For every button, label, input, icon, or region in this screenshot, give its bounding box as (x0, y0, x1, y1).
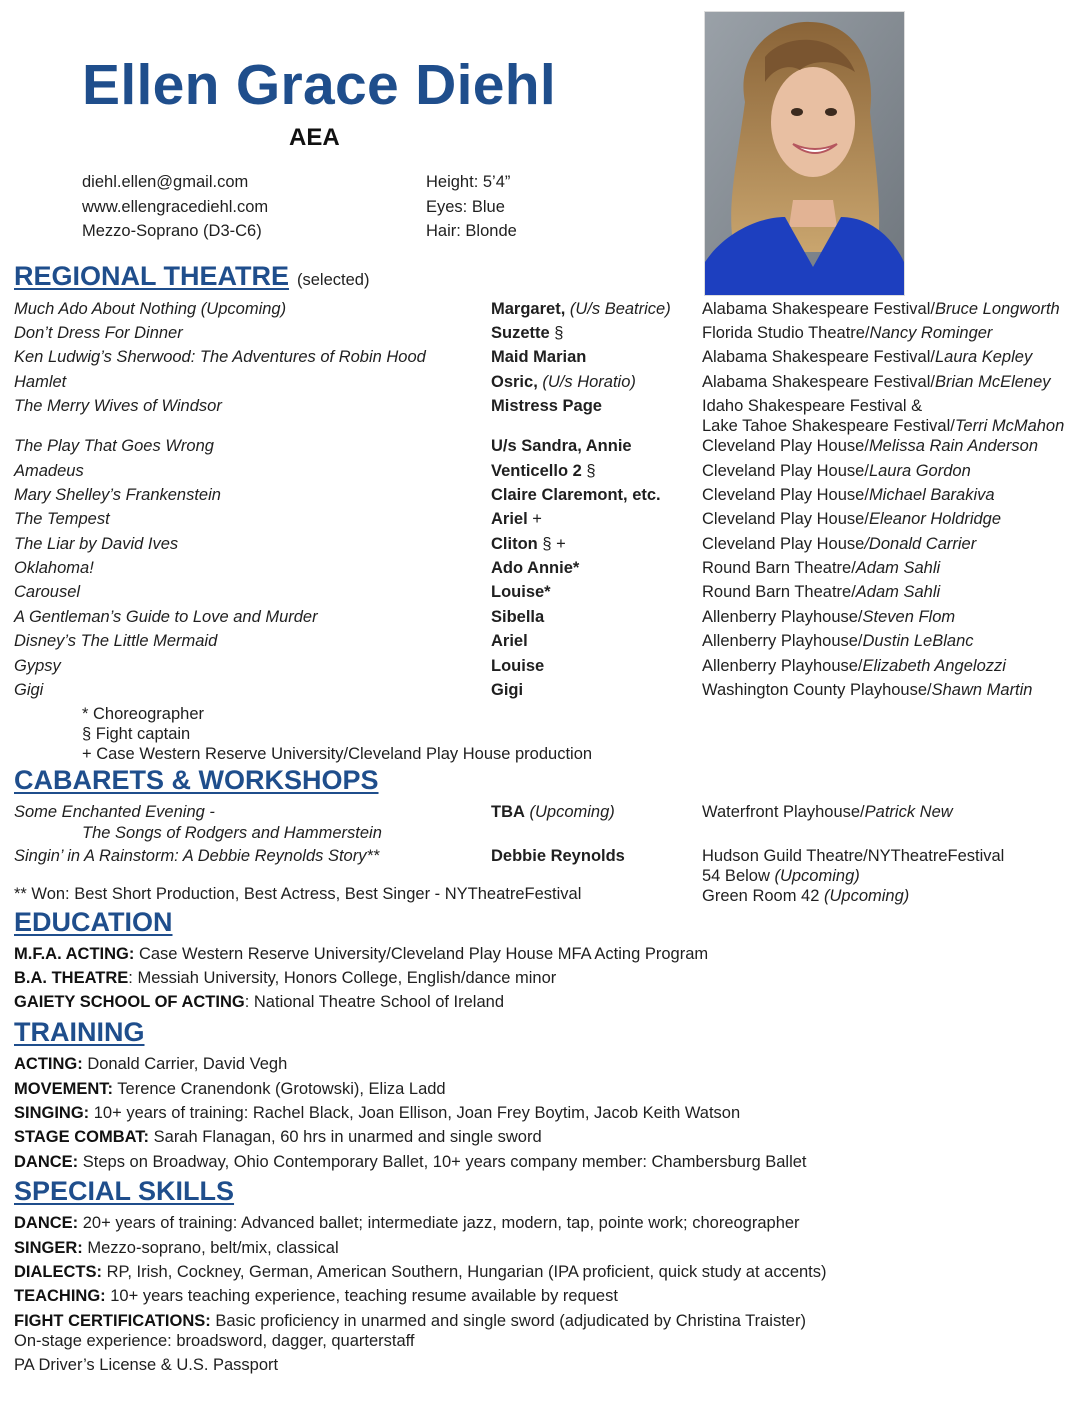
voice-type: Mezzo-Soprano (D3-C6) (82, 222, 262, 240)
credit-row (14, 605, 1084, 629)
credit-row (14, 459, 1084, 483)
role-name: Venticello 2 (491, 462, 582, 480)
skill-extra: On-stage experience: broadsword, dagger, quarterstaff (14, 1332, 415, 1350)
venue (702, 370, 1051, 394)
role-name: Ariel (491, 632, 528, 650)
venue (702, 605, 955, 629)
venue (702, 483, 995, 507)
venue-name: Lake Tahoe Shakespeare Festival/ (702, 417, 955, 435)
show-title: Amadeus (14, 462, 84, 480)
venue-name: Cleveland Play House/ (702, 437, 869, 455)
credit-row (14, 297, 1084, 321)
credit-row (14, 345, 1084, 369)
role: TBA (Upcoming) (491, 803, 615, 821)
training-item: DANCE: Steps on Broadway, Ohio Contemporary Ballet, 10+ years company member: Chambersburg Ballet (14, 1153, 807, 1171)
role-name: Margaret, (491, 300, 566, 318)
director: Adam Sahli (855, 559, 941, 577)
venue-name: Alabama Shakespeare Festival/ (702, 373, 935, 391)
role-name: Sibella (491, 608, 545, 626)
director: /Donald Carrier (864, 535, 977, 553)
education-item: GAIETY SCHOOL OF ACTING: National Theatre School of Ireland (14, 993, 504, 1011)
venue (702, 556, 940, 580)
role (491, 507, 542, 531)
credit-row (14, 394, 1084, 435)
show-title: Singin’ in A Rainstorm: A Debbie Reynolds Story** (14, 847, 380, 865)
role-symbol: § + (537, 535, 566, 553)
venue-name: Round Barn Theatre/ (702, 583, 856, 601)
union-affiliation: AEA (289, 124, 340, 151)
skill-item: FIGHT CERTIFICATIONS: Basic proficiency in unarmed and single sword (adjudicated by Christina Traister) (14, 1312, 806, 1330)
training-item: SINGING: 10+ years of training: Rachel Black, Joan Ellison, Joan Frey Boytim, Jacob Keith Watson (14, 1104, 741, 1122)
credit-row (14, 556, 1084, 580)
show-subtitle: The Songs of Rodgers and Hammerstein (82, 824, 382, 842)
role (491, 459, 596, 483)
role (491, 605, 544, 629)
award-footnote: ** Won: Best Short Production, Best Actress, Best Singer - NYTheatreFestival (14, 885, 582, 903)
headshot-illustration (705, 12, 904, 295)
role-name: Louise* (491, 583, 551, 601)
venue: Waterfront Playhouse/Patrick New (702, 803, 953, 821)
role (491, 629, 528, 653)
legend-choreographer: * Choreographer (82, 705, 204, 723)
cabaret-row (14, 800, 1084, 842)
role-note: (U/s Beatrice) (565, 300, 671, 318)
role-name: Claire Claremont, etc. (491, 486, 661, 504)
venue-name: Allenberry Playhouse/ (702, 657, 863, 675)
role (491, 370, 636, 394)
skill-item: DIALECTS: RP, Irish, Cockney, German, American Southern, Hungarian (IPA proficient, quick study at accents) (14, 1263, 827, 1281)
director: Elizabeth Angelozzi (862, 657, 1006, 675)
venue-extra: 54 Below (Upcoming) (702, 867, 860, 885)
venue (702, 532, 976, 556)
role (491, 654, 544, 678)
skill-item: DANCE: 20+ years of training: Advanced ballet; intermediate jazz, modern, tap, pointe work; choreographer (14, 1214, 800, 1232)
show-title: Gigi (14, 681, 44, 699)
show-title: Much Ado About Nothing (Upcoming) (14, 300, 287, 318)
venue-name: Cleveland Play House/ (702, 510, 869, 528)
role-symbol: + (527, 510, 542, 528)
venue-name: Cleveland Play House (702, 535, 865, 553)
venue-name: Allenberry Playhouse/ (702, 632, 863, 650)
role (491, 678, 523, 702)
director: Shawn Martin (931, 681, 1033, 699)
director: Dustin LeBlanc (862, 632, 974, 650)
role (491, 483, 661, 507)
role (491, 345, 586, 369)
headshot-photo (704, 11, 905, 296)
training-item: MOVEMENT: Terence Cranendonk (Grotowski), Eliza Ladd (14, 1080, 446, 1098)
role (491, 297, 671, 321)
show-title: Gypsy (14, 657, 61, 675)
section-regional-theatre (14, 261, 369, 292)
credit-row (14, 629, 1084, 653)
venue-name: Cleveland Play House/ (702, 486, 869, 504)
venue-extra-2: Green Room 42 (Upcoming) (702, 887, 910, 905)
show-title: The Tempest (14, 510, 110, 528)
director: Terri McMahon (954, 417, 1065, 435)
show-title: Ken Ludwig’s Sherwood: The Adventures of Robin Hood (14, 348, 426, 366)
director: Melissa Rain Anderson (868, 437, 1038, 455)
role (491, 434, 632, 458)
role-name: Maid Marian (491, 348, 587, 366)
role (491, 532, 566, 556)
legend-cwru-production: + Case Western Reserve University/Cleveland Play House production (82, 745, 593, 763)
role (491, 556, 579, 580)
venue-name: Alabama Shakespeare Festival/ (702, 300, 935, 318)
legend-fight-captain: § Fight captain (82, 725, 191, 743)
section-cabarets-workshops: CABARETS & WORKSHOPS (14, 765, 379, 795)
physical-info (426, 170, 517, 244)
role-name: Cliton (491, 535, 538, 553)
venue: Hudson Guild Theatre/NYTheatreFestival (702, 847, 1005, 865)
eyes: Eyes: Blue (426, 197, 505, 216)
role-symbol: § (581, 462, 596, 480)
venue-name: Idaho Shakespeare Festival & (702, 397, 923, 415)
show-title: Some Enchanted Evening - (14, 803, 215, 821)
director: Adam Sahli (855, 583, 941, 601)
director: Michael Barakiva (868, 486, 995, 504)
venue (702, 629, 974, 653)
venue (702, 459, 971, 483)
section-training: TRAINING (14, 1017, 145, 1047)
director: Brian McEleney (934, 373, 1051, 391)
venue-name: Washington County Playhouse/ (702, 681, 932, 699)
show-title: A Gentleman’s Guide to Love and Murder (14, 608, 318, 626)
training-item: STAGE COMBAT: Sarah Flanagan, 60 hrs in unarmed and single sword (14, 1128, 542, 1146)
show-title: Hamlet (14, 373, 67, 391)
venue-name: Cleveland Play House/ (702, 462, 869, 480)
section-special-skills: SPECIAL SKILLS (14, 1176, 235, 1206)
role: Debbie Reynolds (491, 847, 625, 865)
venue (702, 654, 1006, 678)
credit-row (14, 434, 1084, 458)
role-name: Suzette (491, 324, 550, 342)
role-name: Osric, (491, 373, 538, 391)
role (491, 394, 602, 418)
credit-row (14, 532, 1084, 556)
education-item: B.A. THEATRE: Messiah University, Honors College, English/dance minor (14, 969, 557, 987)
role-name: U/s Sandra, Annie (491, 437, 632, 455)
skill-extra: PA Driver’s License & U.S. Passport (14, 1356, 279, 1374)
show-title: Mary Shelley’s Frankenstein (14, 486, 221, 504)
training-item: ACTING: Donald Carrier, David Vegh (14, 1055, 288, 1073)
show-title: The Merry Wives of Windsor (14, 397, 222, 415)
contact-info (82, 170, 268, 244)
email[interactable]: diehl.ellen@gmail.com (82, 173, 249, 191)
show-title: Oklahoma! (14, 559, 94, 577)
hair: Hair: Blonde (426, 222, 517, 240)
show-title: The Liar by David Ives (14, 535, 179, 553)
director: Laura Gordon (868, 462, 971, 480)
credit-row (14, 321, 1084, 345)
resume-name: Ellen Grace Diehl (82, 53, 556, 117)
role-name: Mistress Page (491, 397, 602, 415)
credits-legend (82, 704, 592, 764)
venue (702, 321, 992, 345)
director: Laura Kepley (934, 348, 1033, 366)
venue-name: Alabama Shakespeare Festival/ (702, 348, 935, 366)
venue (702, 507, 1001, 531)
venue (702, 345, 1032, 369)
role (491, 321, 563, 345)
role (491, 580, 551, 604)
venue-name: Round Barn Theatre/ (702, 559, 856, 577)
show-title: Carousel (14, 583, 81, 601)
venue (702, 297, 1060, 321)
venue (702, 678, 1033, 702)
venue (702, 580, 940, 604)
height: Height: 5’4” (426, 173, 511, 191)
education-item: M.F.A. ACTING: Case Western Reserve University/Cleveland Play House MFA Acting Program (14, 945, 709, 963)
skill-item: TEACHING: 10+ years teaching experience, teaching resume available by request (14, 1287, 618, 1305)
show-title: Don’t Dress For Dinner (14, 324, 183, 342)
credit-row (14, 507, 1084, 531)
role-name: Louise (491, 657, 545, 675)
director: Nancy Rominger (869, 324, 993, 342)
skill-item: SINGER: Mezzo-soprano, belt/mix, classical (14, 1239, 339, 1257)
role-name: Ariel (491, 510, 528, 528)
section-education: EDUCATION (14, 907, 173, 937)
director: Bruce Longworth (934, 300, 1060, 318)
credit-row (14, 370, 1084, 394)
role-symbol: § (549, 324, 564, 342)
venue-name: Allenberry Playhouse/ (702, 608, 863, 626)
section-title-text: REGIONAL THEATRE (14, 261, 290, 291)
show-title: Disney’s The Little Mermaid (14, 632, 218, 650)
director: Steven Flom (862, 608, 956, 626)
credit-row (14, 654, 1084, 678)
venue-name: Florida Studio Theatre/ (702, 324, 870, 342)
credit-row (14, 678, 1084, 702)
show-title: The Play That Goes Wrong (14, 437, 214, 455)
section-subtitle: (selected) (297, 271, 370, 289)
role-name: Ado Annie* (491, 559, 580, 577)
role-name: Gigi (491, 681, 524, 699)
venue (702, 434, 1038, 458)
role-note: (U/s Horatio) (537, 373, 636, 391)
website[interactable]: www.ellengracediehl.com (82, 197, 269, 216)
credit-row (14, 580, 1084, 604)
director: Eleanor Holdridge (868, 510, 1002, 528)
credit-row (14, 483, 1084, 507)
